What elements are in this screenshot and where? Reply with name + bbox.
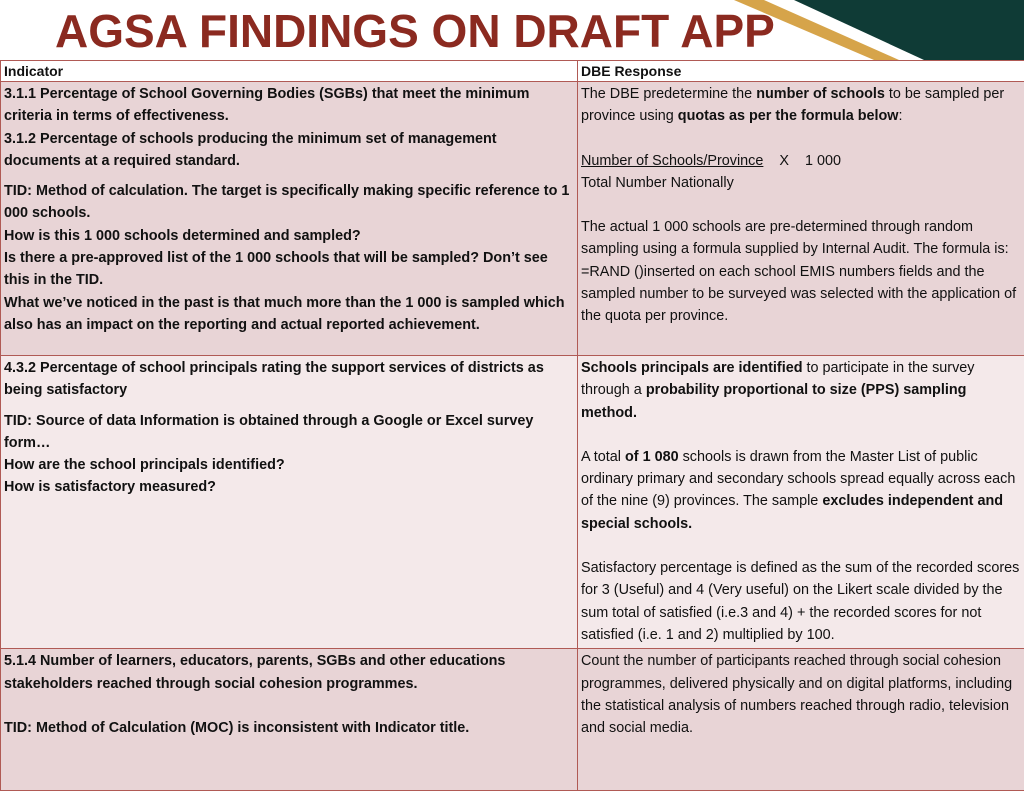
response-paragraph: The actual 1 000 schools are pre-determined through random sampling using a formula supplied by Internal Audit. The formula is: =RAND ()inserted on each school EMIS numbers fields and the sampled number to be surveyed was selected with the application of the quota per province. (581, 216, 1023, 327)
response-cell (578, 356, 1024, 649)
indicator-text: 5.1.4 Number of learners, educators, parents, SGBs and other educations stakeholders reached through social cohesion programmes. (4, 650, 574, 695)
indicator-cell (1, 82, 578, 356)
indicator-text: 3.1.2 Percentage of schools producing the minimum set of management documents at a required standard. (4, 128, 574, 173)
header-dbe-response: DBE Response (578, 61, 1024, 82)
response-cell (578, 649, 1024, 791)
table-row (1, 649, 1024, 791)
comment-text: What we’ve noticed in the past is that much more than the 1 000 is sampled which also has an impact on the reporting and actual reported achievement. (4, 292, 574, 337)
table-header-row (1, 61, 1024, 82)
tid-text: TID: Method of calculation. The target is specifically making specific reference to 1 000 schools. (4, 180, 574, 225)
page-title: AGSA FINDINGS ON DRAFT APP (55, 2, 775, 60)
indicator-text: 3.1.1 Percentage of School Governing Bodies (SGBs) that meet the minimum criteria in terms of effectiveness. (4, 83, 574, 128)
response-paragraph: Count the number of participants reached through social cohesion programmes, delivered physically and on digital platforms, including the statistical analysis of numbers reached through radio, television and social media. (581, 650, 1023, 739)
formula-denominator: Total Number Nationally (581, 172, 1023, 194)
question-text: How is satisfactory measured? (4, 476, 574, 498)
tid-text: TID: Method of Calculation (MOC) is inconsistent with Indicator title. (4, 717, 574, 739)
bottom-decoration (330, 762, 710, 768)
indicator-text: 4.3.2 Percentage of school principals rating the support services of districts as being satisfactory (4, 357, 574, 402)
table-row (1, 82, 1024, 356)
question-text: Is there a pre-approved list of the 1 000 schools that will be sampled? Don’t see this in the TID. (4, 247, 574, 292)
response-paragraph: Schools principals are identified to participate in the survey through a probability proportional to size (PPS) sampling method. (581, 357, 1023, 424)
response-paragraph: A total of 1 080 schools is drawn from the Master List of public ordinary primary and secondary schools spread equally across each of the nine (9) provinces. The sample excludes independent and special schools. (581, 446, 1023, 535)
response-cell (578, 82, 1024, 356)
indicator-cell (1, 649, 578, 791)
question-text: How is this 1 000 schools determined and sampled? (4, 225, 574, 247)
findings-table (0, 60, 1024, 791)
tid-text: TID: Source of data Information is obtained through a Google or Excel survey form… (4, 410, 574, 455)
indicator-cell (1, 356, 578, 649)
table-row (1, 356, 1024, 649)
question-text: How are the school principals identified? (4, 454, 574, 476)
response-paragraph: Satisfactory percentage is defined as the sum of the recorded scores for 3 (Useful) and 4 (Very useful) on the Likert scale divided by the sum total of satisfied (i.e.3 and 4) + the recorded scores for not satisfied (i.e. 1 and 2) multiplied by 100. (581, 557, 1023, 646)
formula-line: Number of Schools/Province X 1 000 (581, 150, 1023, 172)
response-paragraph: The DBE predetermine the number of schools to be sampled per province using quotas as per the formula below: (581, 83, 1023, 128)
header-indicator: Indicator (1, 61, 578, 82)
